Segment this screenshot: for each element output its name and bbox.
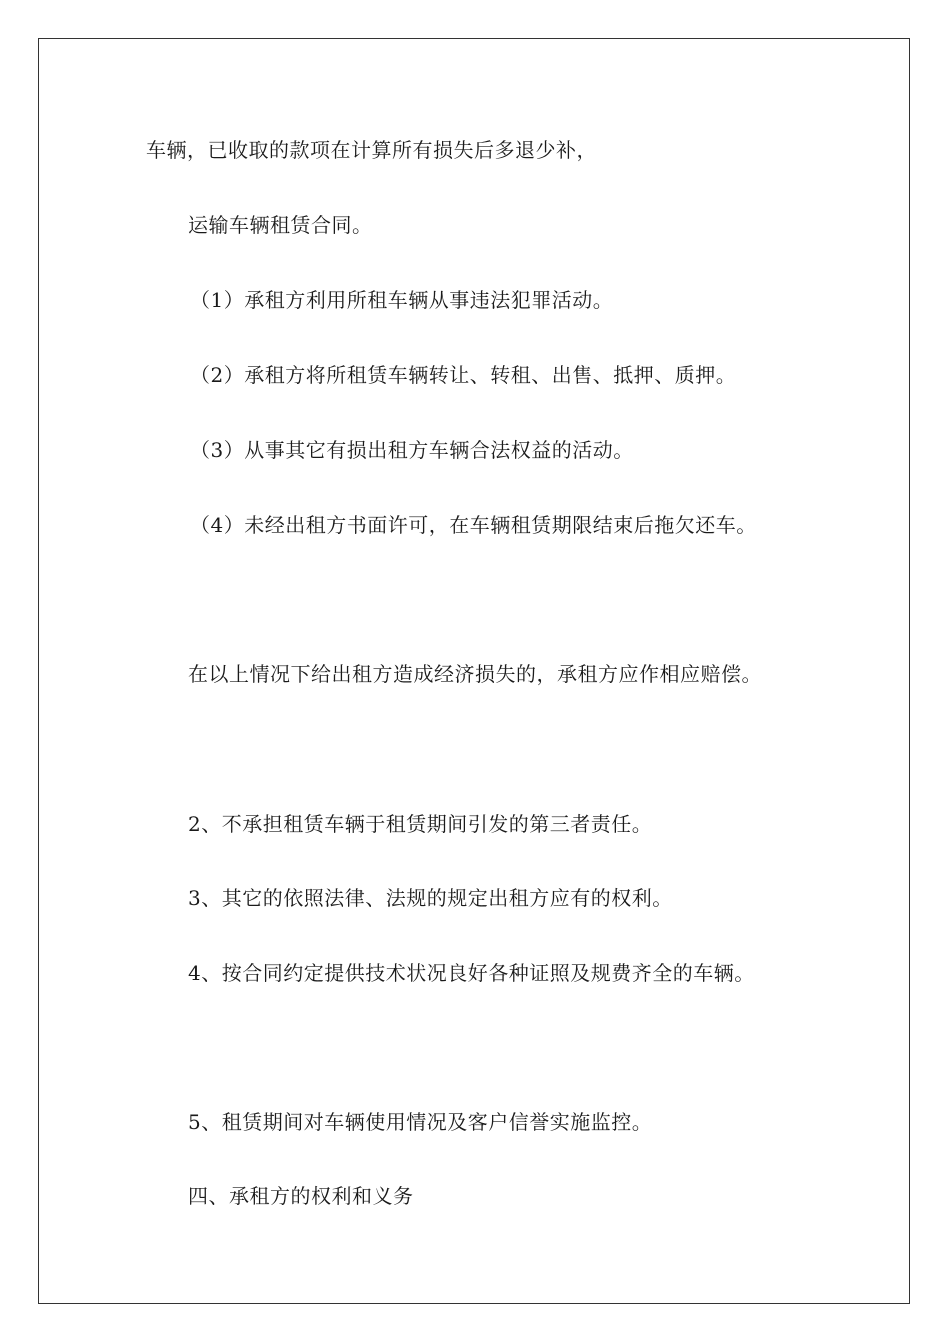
text-line-12: 四、承租方的权利和义务 — [188, 1184, 414, 1208]
text-line-10: 4、按合同约定提供技术状况良好各种证照及规费齐全的车辆。 — [188, 961, 755, 985]
text-line-8: 2、不承担租赁车辆于租赁期间引发的第三者责任。 — [188, 812, 653, 836]
text-line-9: 3、其它的依照法律、法规的规定出租方应有的权利。 — [188, 886, 673, 910]
text-line-3: （1）承租方利用所租车辆从事违法犯罪活动。 — [190, 288, 614, 312]
text-line-4: （2）承租方将所租赁车辆转让、转租、出售、抵押、质押。 — [190, 363, 737, 387]
text-line-2: 运输车辆租赁合同。 — [188, 213, 373, 237]
text-line-11: 5、租赁期间对车辆使用情况及客户信誉实施监控。 — [188, 1110, 653, 1134]
text-line-6: （4）未经出租方书面许可，在车辆租赁期限结束后拖欠还车。 — [190, 513, 757, 537]
text-line-5: （3）从事其它有损出租方车辆合法权益的活动。 — [190, 438, 634, 462]
text-line-7: 在以上情况下给出租方造成经济损失的，承租方应作相应赔偿。 — [188, 662, 762, 686]
text-line-1: 车辆，已收取的款项在计算所有损失后多退少补， — [146, 138, 597, 162]
